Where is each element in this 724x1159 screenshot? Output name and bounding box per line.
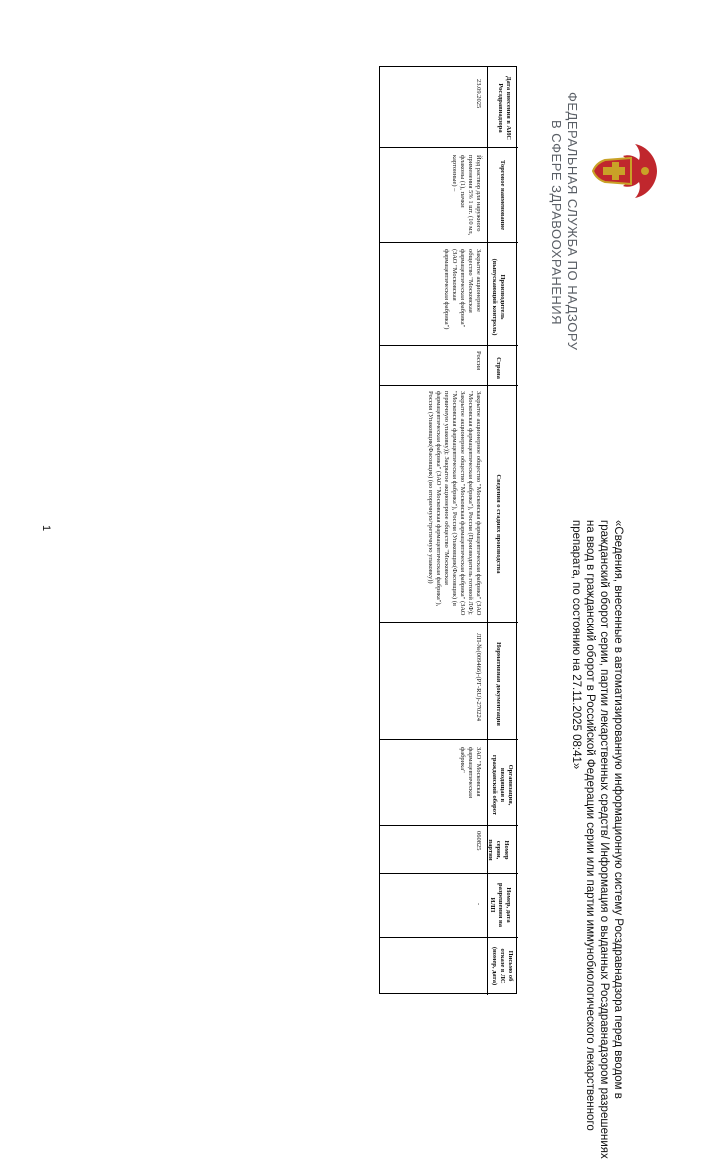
header-date: Дата внесения в АИС Росздравнадзора <box>497 76 512 140</box>
cell-trade-name: Йод раствор для наружного применения 5% 1 шт. (10 мл, флаконы (1), пачки картонные) – <box>451 155 482 236</box>
header-manufacturer: Производитель (выпускающий контроль) <box>491 258 506 336</box>
column-separator <box>380 937 518 938</box>
header-organization: Организация, вводящая в гражданский оборот <box>491 754 514 816</box>
column-separator <box>380 622 518 623</box>
data-table <box>379 66 517 994</box>
column-separator <box>380 385 518 386</box>
header-trade-name: Торговое наименование <box>499 159 506 231</box>
cell-date: 23.09.2025 <box>475 79 482 109</box>
column-separator <box>380 345 518 346</box>
cell-series: 060825 <box>475 831 482 851</box>
cell-organization: ЗАО "Московская фармацевтическая фабрика" <box>459 747 482 798</box>
column-separator <box>380 242 518 243</box>
document-title-line-2: гражданский оборот серии, партии лекарственных средств/ Информация о выданных Росздравнадзором разрешениях <box>598 520 610 1159</box>
cell-country: Россия <box>475 351 482 371</box>
cell-permit: - <box>475 903 482 906</box>
column-separator <box>380 739 518 740</box>
cell-normative: ЛП-№(009466)-(РГ-RU)-270224 <box>475 633 482 722</box>
emblem-icon <box>589 138 661 204</box>
header-country: Страна <box>495 357 502 379</box>
header-permit: Номер, дата разрешения на ИЛП <box>489 883 512 927</box>
cell-stages: Закрытое акционерное общество "Московская фармацевтическая фабрика" (ЗАО "Московская фармацевтическая фабрика"), Россия (Производитель готовой ЛФ); Закрытое акционерное общество "Московская фармацевтическая фабрика" (ЗАО "Московская фармацевтическая фабрика"), Россия (Упаковщик(Фасовщик) (в первичную упаковку)); Закрытое акционерное общество "Московская фармацевтическая фабрика" (ЗАО "Московская фармацевтическая фабрика"), Россия (Упаковщик(Фасовщик) (во вторичную/третичную упаковку)) <box>427 391 482 616</box>
document-title-line-1: «Сведения, внесенные в автоматизированную информационную систему Росздравнадзора перед вводом в <box>612 520 624 1099</box>
page-number: 1 <box>40 524 53 532</box>
cell-manufacturer: Закрытое акционерное общество "Московская фармацевтическая фабрика" (ЗАО "Московская фармацевтическая фабрика") <box>443 249 482 330</box>
org-name-line-1: ФЕДЕРАЛЬНАЯ СЛУЖБА ПО НАДЗОРУ <box>565 92 580 351</box>
header-stages: Сведения о стадиях производства <box>495 474 502 574</box>
header-normative: Нормативная документация <box>495 642 502 726</box>
document-title-line-4: препарата, по состоянию на 27.11.2025 08:41» <box>570 520 582 770</box>
document-title-line-3: на ввод в гражданский оборот в Российской Федерации серии или партии иммунобиологического лекарственного <box>584 520 596 1131</box>
header-series: Номер серии, партии <box>487 839 510 861</box>
org-name-line-2: В СФЕРЕ ЗДРАВООХРАНЕНИЯ <box>549 120 564 326</box>
column-separator <box>380 825 518 826</box>
column-separator <box>380 873 518 874</box>
column-separator <box>380 147 518 148</box>
header-refusal: Письмо об отказе в ЛС (номер, дата) <box>491 946 514 986</box>
